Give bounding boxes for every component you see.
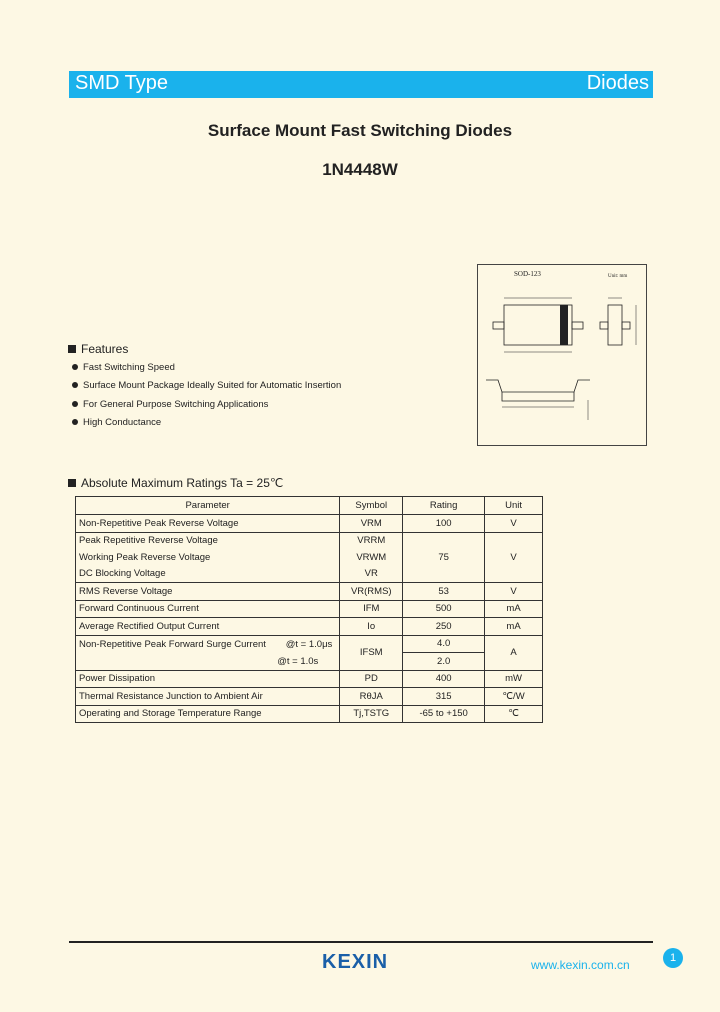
feature-item: For General Purpose Switching Applications	[72, 399, 268, 410]
bullet-icon	[72, 382, 78, 388]
ratings-heading: Absolute Maximum Ratings Ta = 25℃	[68, 476, 283, 490]
col-header: Rating	[403, 497, 485, 515]
table-row: Working Peak Reverse Voltage VRWM	[76, 549, 543, 566]
feature-item: Fast Switching Speed	[72, 362, 175, 373]
table-row: Operating and Storage Temperature Range Tj,TSTG -65 to +150 ℃	[76, 705, 543, 723]
table-row: @t = 1.0s 2.0	[76, 653, 543, 671]
ratings-table	[75, 496, 543, 723]
bullet-icon	[72, 364, 78, 370]
table-row: Thermal Resistance Junction to Ambient Air RθJA 315 ℃/W	[76, 688, 543, 706]
col-header: Parameter	[76, 497, 340, 515]
package-outline-drawing	[477, 264, 647, 446]
col-header: Symbol	[340, 497, 403, 515]
package-name: SOD-123	[514, 270, 541, 278]
table-row: RMS Reverse Voltage VR(RMS) 53 V	[76, 583, 543, 601]
feature-item: High Conductance	[72, 417, 161, 428]
package-unit: Unit: mm	[608, 274, 628, 279]
table-row: Non-Repetitive Peak Reverse Voltage VRM 100 V	[76, 515, 543, 533]
bullet-icon	[72, 419, 78, 425]
features-heading: Features	[68, 342, 128, 356]
feature-item: Surface Mount Package Ideally Suited for Automatic Insertion	[72, 380, 341, 391]
header-right: Diodes	[586, 72, 649, 94]
table-header-row	[76, 497, 543, 515]
square-bullet-icon	[68, 479, 76, 487]
header-banner	[69, 71, 653, 98]
package-drawing-svg	[478, 265, 646, 445]
website-link[interactable]: www.kexin.com.cn	[531, 958, 630, 972]
table-row: DC Blocking Voltage VR	[76, 566, 543, 583]
bullet-icon	[72, 401, 78, 407]
part-number: 1N4448W	[322, 160, 398, 179]
page-title: Surface Mount Fast Switching Diodes	[207, 121, 513, 140]
table-row: Average Rectified Output Current Io 250 mA	[76, 618, 543, 636]
table-row: Power Dissipation PD 400 mW	[76, 670, 543, 688]
table-row: Peak Repetitive Reverse Voltage VRRM 75 V	[76, 532, 543, 549]
col-header: Unit	[485, 497, 543, 515]
page-number-badge: 1	[663, 948, 683, 968]
kexin-logo: KEXIN	[322, 951, 389, 973]
square-bullet-icon	[68, 345, 76, 353]
header-left: SMD Type	[75, 72, 168, 94]
footer-divider	[69, 941, 653, 943]
table-row: Non-Repetitive Peak Forward Surge Current @t = 1.0μs IFSM 4.0 A	[76, 635, 543, 653]
table-row: Forward Continuous Current IFM 500 mA	[76, 600, 543, 618]
